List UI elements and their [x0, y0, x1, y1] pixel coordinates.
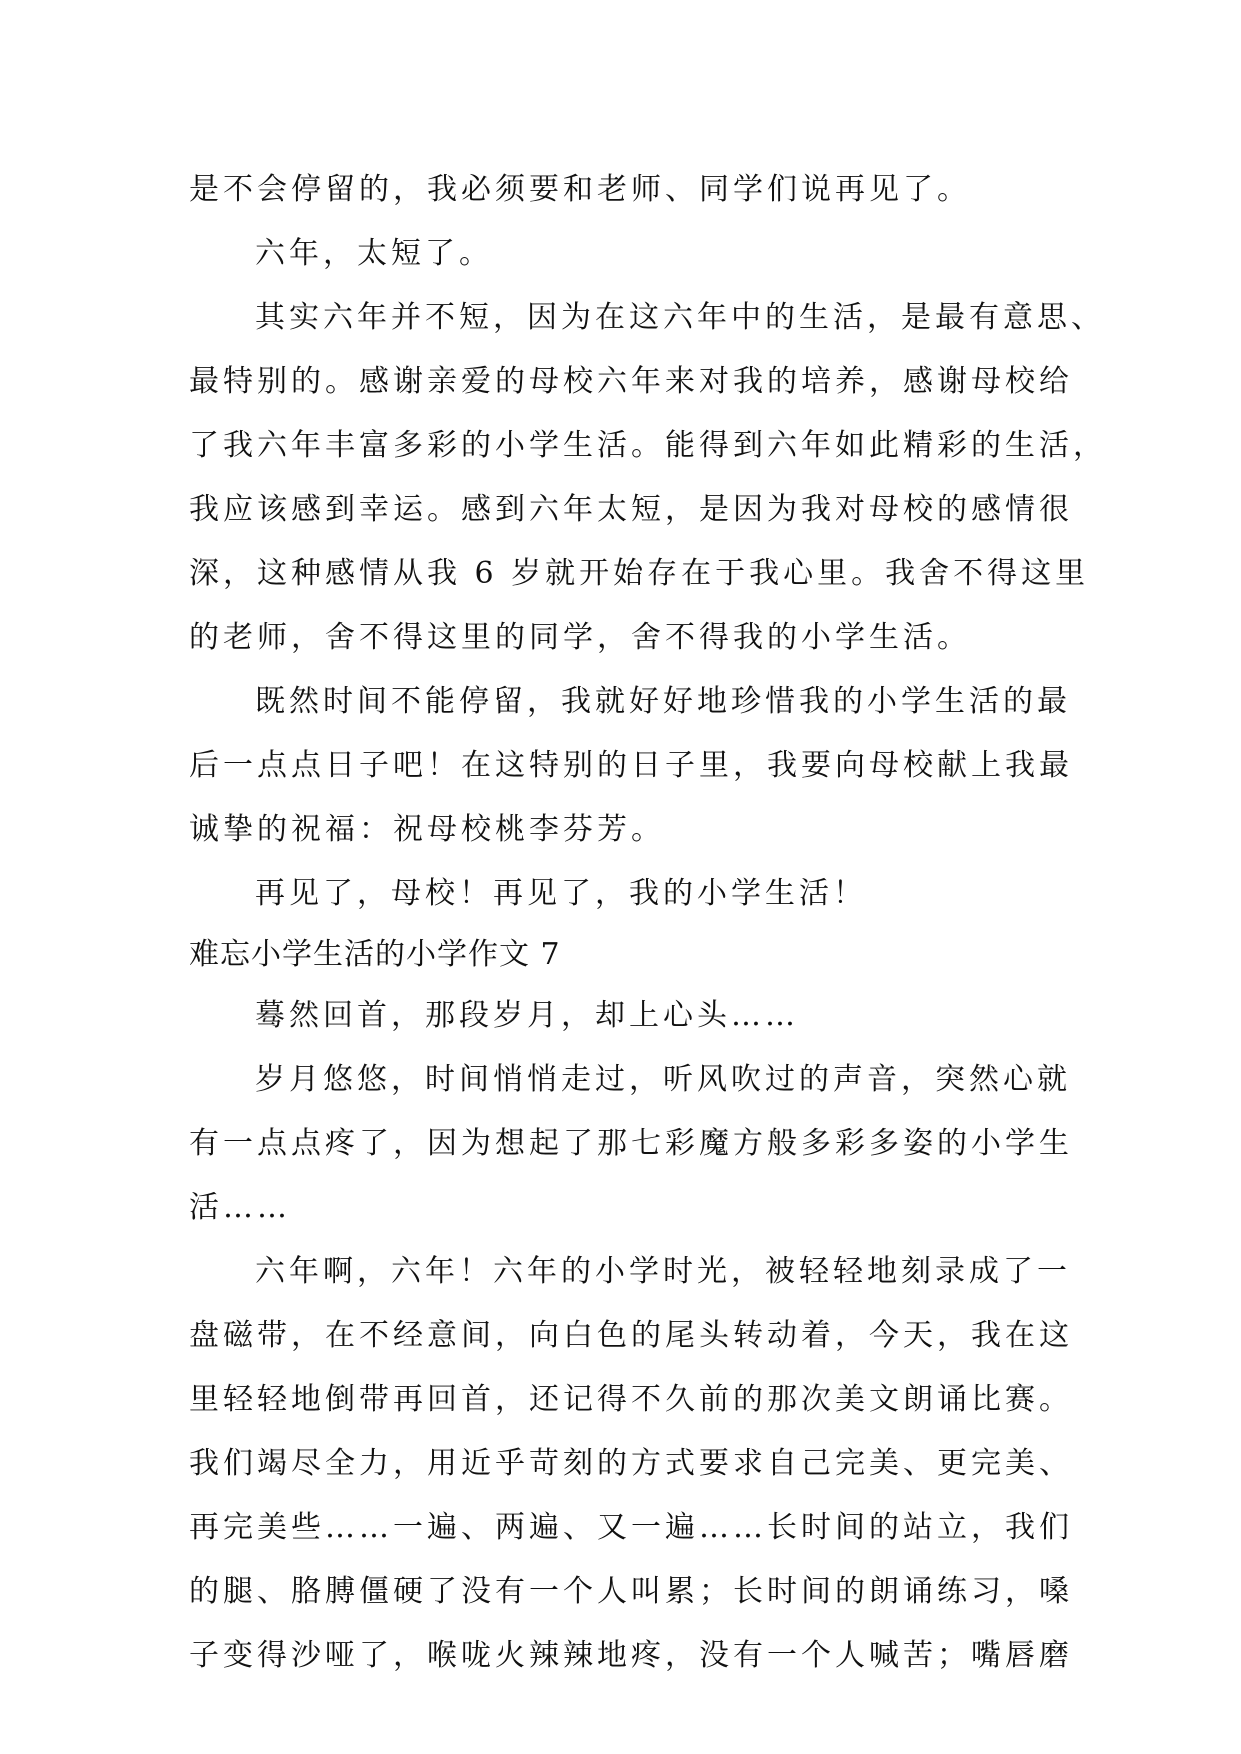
paragraph-line: 盘磁带，在不经意间，向白色的尾头转动着，今天，我在这 — [189, 1318, 1073, 1353]
paragraph-line: 诚挚的祝福：祝母校桃李芬芳。 — [189, 812, 665, 847]
paragraph-line: 我应该感到幸运。感到六年太短，是因为我对母校的感情很 — [189, 492, 1073, 527]
paragraph-line: 再完美些……一遍、两遍、又一遍……长时间的站立，我们 — [189, 1510, 1073, 1545]
paragraph-line: 六年啊，六年！六年的小学时光，被轻轻地刻录成了一 — [255, 1254, 1071, 1289]
paragraph-line: 活…… — [189, 1190, 291, 1225]
paragraph-line: 里轻轻地倒带再回首，还记得不久前的那次美文朗诵比赛。 — [189, 1382, 1073, 1417]
paragraph-line: 子变得沙哑了，喉咙火辣辣地疼，没有一个人喊苦；嘴唇磨 — [189, 1638, 1073, 1673]
document-body — [189, 158, 1107, 1688]
paragraph-line: 了我六年丰富多彩的小学生活。能得到六年如此精彩的生活， — [189, 428, 1107, 463]
paragraph-line: 六年，太短了。 — [255, 236, 493, 271]
section-heading: 难忘小学生活的小学作文 7 — [189, 937, 561, 972]
paragraph-line: 是不会停留的，我必须要和老师、同学们说再见了。 — [189, 172, 971, 207]
paragraph-line: 有一点点疼了，因为想起了那七彩魔方般多彩多姿的小学生 — [189, 1126, 1073, 1161]
paragraph-line: 蓦然回首，那段岁月，却上心头…… — [255, 998, 799, 1033]
paragraph-line: 的腿、胳膊僵硬了没有一个人叫累；长时间的朗诵练习，嗓 — [189, 1574, 1073, 1609]
paragraph-line: 后一点点日子吧！在这特别的日子里，我要向母校献上我最 — [189, 748, 1073, 783]
paragraph-line: 既然时间不能停留，我就好好地珍惜我的小学生活的最 — [255, 684, 1071, 719]
paragraph-line: 深，这种感情从我 6 岁就开始存在于我心里。我舍不得这里 — [189, 556, 1090, 591]
paragraph-line: 最特别的。感谢亲爱的母校六年来对我的培养，感谢母校给 — [189, 364, 1073, 399]
paragraph-line: 我们竭尽全力，用近乎苛刻的方式要求自己完美、更完美、 — [189, 1446, 1073, 1481]
paragraph-line: 再见了，母校！再见了，我的小学生活！ — [255, 876, 867, 911]
paragraph-line: 岁月悠悠，时间悄悄走过，听风吹过的声音，突然心就 — [255, 1062, 1071, 1097]
paragraph-line: 其实六年并不短，因为在这六年中的生活，是最有意思、 — [255, 300, 1105, 335]
paragraph-line: 的老师，舍不得这里的同学，舍不得我的小学生活。 — [189, 620, 971, 655]
